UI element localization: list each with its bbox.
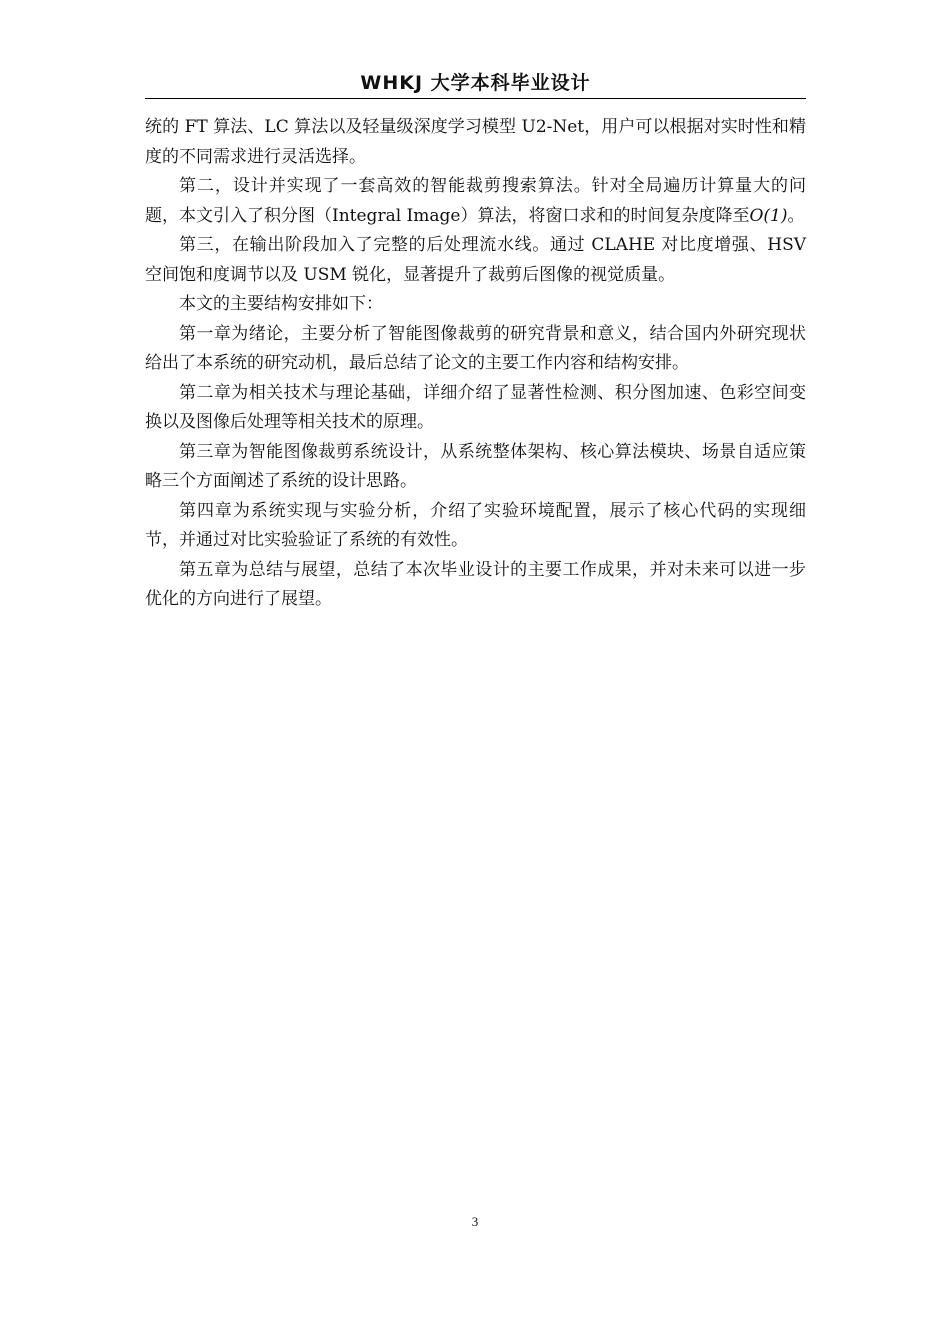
paragraph-chapter-4: 第四章为系统实现与实验分析，介绍了实验环境配置，展示了核心代码的实现细节，并通过对比实验验证了系统的有效性。 (145, 500, 806, 550)
paragraph-text: 第二，设计并实现了一套高效的智能裁剪搜索算法。针对全局遍历计算量大的问题，本文引入了积分图（Integral Image）算法，将窗口求和的时间复杂度降至 (145, 176, 806, 226)
page-number: 3 (471, 1214, 479, 1229)
complexity-formula: O(1) (749, 205, 788, 226)
paragraph-chapter-2: 第二章为相关技术与理论基础，详细介绍了显著性检测、积分图加速、色彩空间变换以及图像后处理等相关技术的原理。 (145, 382, 806, 432)
page-header: WHKJ 大学本科毕业设计 (360, 72, 591, 94)
header-divider (145, 98, 806, 99)
paragraph-chapter-1: 第一章为绪论，主要分析了智能图像裁剪的研究背景和意义，结合国内外研究现状给出了本系统的研究动机，最后总结了论文的主要工作内容和结构安排。 (145, 323, 806, 373)
body-text (145, 113, 806, 615)
paragraph-contribution-2 (145, 172, 806, 231)
paragraph-chapter-3: 第三章为智能图像裁剪系统设计，从系统整体架构、核心算法模块、场景自适应策略三个方面阐述了系统的设计思路。 (145, 441, 806, 491)
paragraph-contribution-3: 第三，在输出阶段加入了完整的后处理流水线。通过 CLAHE 对比度增强、HSV 空间饱和度调节以及 USM 锐化，显著提升了裁剪后图像的视觉质量。 (145, 235, 806, 285)
paragraph-structure-intro: 本文的主要结构安排如下： (179, 294, 383, 314)
paragraph-continuation: 统的 FT 算法、LC 算法以及轻量级深度学习模型 U2-Net，用户可以根据对实时性和精度的不同需求进行灵活选择。 (145, 117, 806, 167)
paragraph-chapter-5: 第五章为总结与展望，总结了本次毕业设计的主要工作成果，并对未来可以进一步优化的方向进行了展望。 (145, 559, 806, 609)
sentence-end: 。 (787, 205, 805, 226)
